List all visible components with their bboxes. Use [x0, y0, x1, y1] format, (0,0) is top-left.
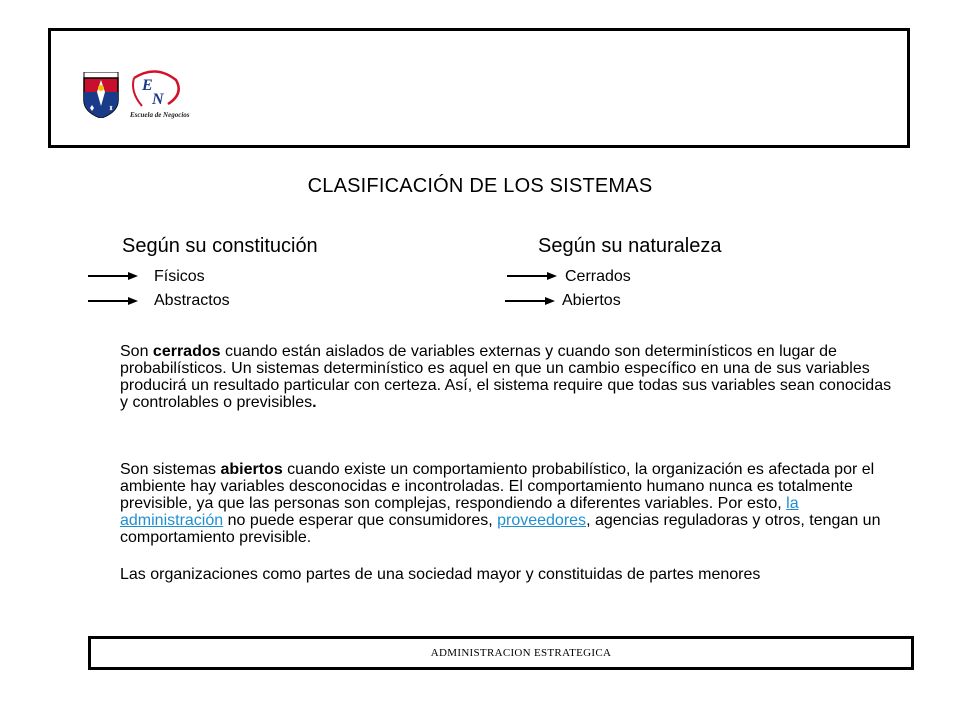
right-column-heading: Según su naturaleza — [538, 235, 722, 257]
logo-letter-e: E — [142, 77, 153, 94]
arrow-right-icon — [88, 296, 138, 306]
logo-letter-n: N — [152, 91, 164, 108]
left-column-heading: Según su constitución — [122, 235, 318, 257]
escuela-negocios-logo — [128, 70, 184, 112]
footer-text: ADMINISTRACION ESTRATEGICA — [430, 647, 612, 659]
p2-bold-abiertos: abiertos — [220, 461, 283, 478]
left-item-fisicos: Físicos — [154, 268, 205, 285]
arrow-right-icon — [507, 271, 557, 281]
arrow-right-icon — [88, 271, 138, 281]
p2-text-3: , agencias reguladoras y otros, tengan un comportamiento previsible. — [120, 512, 881, 546]
paragraph-organizaciones: Las organizaciones como partes de una sociedad mayor y constituidas de partes menores — [120, 566, 761, 583]
p1-prefix: Son — [120, 343, 153, 360]
p2-prefix: Son sistemas — [120, 461, 221, 478]
page-title: CLASIFICACIÓN DE LOS SISTEMAS — [307, 175, 653, 197]
footer-box — [88, 636, 914, 670]
arrow-right-icon — [505, 296, 555, 306]
right-item-abiertos: Abiertos — [562, 292, 621, 309]
p1-end: . — [312, 394, 317, 411]
p2-text-2: no puede esperar que consumidores, — [223, 512, 498, 529]
military-shield-logo — [82, 72, 120, 118]
p1-text: cuando están aislados de variables externas y cuando son determinísticos en lugar de probabilísticos. Un sistemas determinístico es aquel en que un cambio específico en una de sus variables producirá un resultado particular con certeza. Así, el sistema require que todas sus variables sean conocidas y controlables o previsibles — [120, 343, 892, 411]
right-item-cerrados: Cerrados — [565, 268, 631, 285]
link-proveedores[interactable]: proveedores — [497, 512, 587, 529]
paragraph-cerrados — [120, 343, 900, 411]
paragraph-abiertos — [120, 461, 900, 546]
p1-bold-cerrados: cerrados — [152, 343, 221, 360]
link-la-administracion[interactable]: la administración — [120, 495, 799, 529]
p2-text-1: cuando existe un comportamiento probabilístico, la organización es afectada por el ambiente hay variables desconocidas e incontroladas. El comportamiento humano nunca es totalmente previsible, ya que las personas son complejas, respondiendo a diferentes variables. Por esto, — [120, 461, 875, 512]
left-item-abstractos: Abstractos — [154, 292, 230, 309]
logo-caption: Escuela de Negocios — [130, 111, 190, 119]
